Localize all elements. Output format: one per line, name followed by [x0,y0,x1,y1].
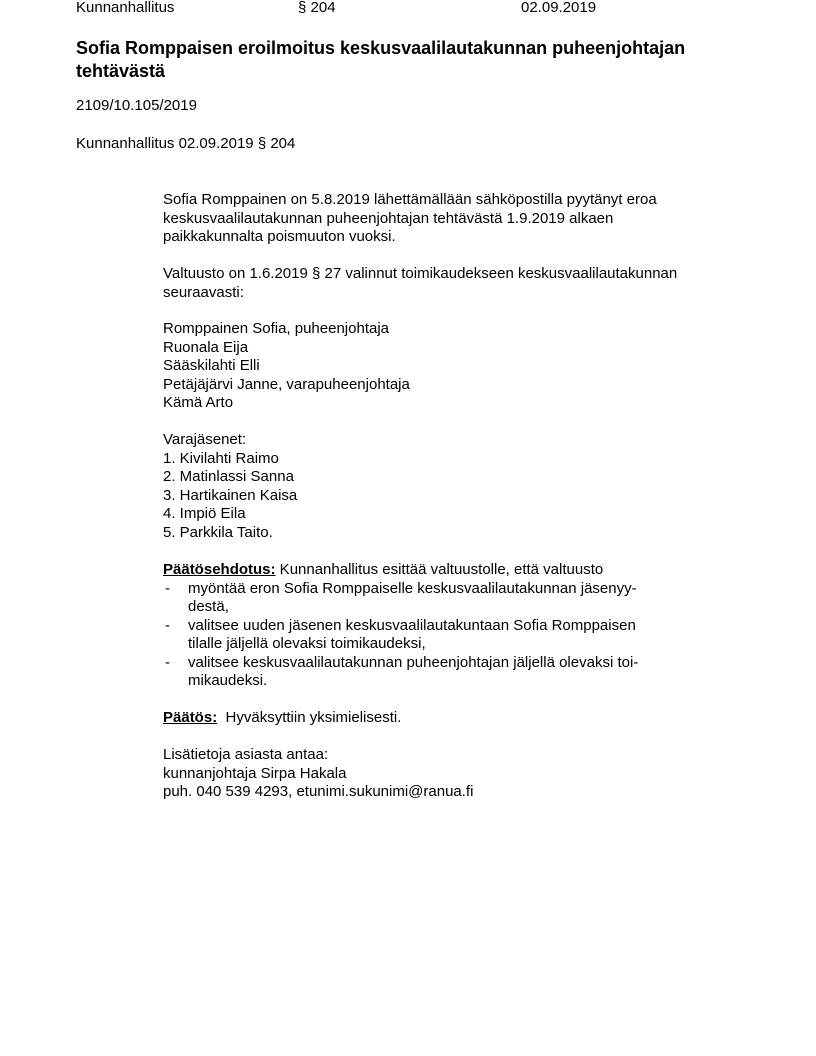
proposal-item [163,654,638,691]
text-line: tilalle jäljellä olevaksi toimikaudeksi, [188,635,426,652]
text-line: Sofia Romppainen on 5.8.2019 lähettämällään sähköpostilla pyytänyt eroa [163,191,657,208]
header-date: 02.09.2019 [521,0,597,16]
dash-bullet: - [165,579,170,597]
proposal-label: Päätösehdotus: [163,561,276,578]
list-item: 1. Kivilahti Raimo [163,449,279,467]
text-line: keskusvaalilautakunnan puheenjohtajan tehtävästä 1.9.2019 alkaen [163,209,614,227]
text-line: Valtuusto on 1.6.2019 § 27 valinnut toimikaudekseen keskusvaalilautakunnan [163,265,678,282]
contact-info [163,746,473,802]
text-line: seuraavasti: [163,283,244,301]
text-line: mikaudeksi. [188,672,268,689]
list-item: Kämä Arto [163,394,234,411]
proposal-item [163,617,638,654]
dash-bullet: - [165,653,170,671]
list-item: Sääskilahti Elli [163,357,260,374]
text-line: destä, [188,598,229,615]
proposal-item [163,580,638,617]
decision-label: Päätös: [163,709,218,726]
text-line: kunnanjohtaja Sirpa Hakala [163,764,347,782]
meeting-reference: Kunnanhallitus 02.09.2019 § 204 [76,135,296,152]
list-item: 5. Parkkila Taito. [163,523,273,541]
paragraph-election [163,265,677,302]
header-body: Kunnanhallitus [76,0,175,16]
text-line: Lisätietoja asiasta antaa: [163,746,329,763]
decision-text: Hyväksyttiin yksimielisesti. [217,709,402,726]
text-line: paikkakunnalta poismuuton vuoksi. [163,228,396,245]
dash-bullet: - [165,616,170,634]
text-line: puh. 040 539 4293, etunimi.sukunimi@ranua.fi [163,783,474,800]
deputies-list [163,431,297,542]
list-item: Romppainen Sofia, puheenjohtaja [163,320,390,337]
list-item: Petäjäjärvi Janne, varapuheenjohtaja [163,375,410,393]
text-line: valitsee uuden jäsenen keskusvaalilautakuntaan Sofia Romppaisen [188,616,636,634]
page-title [76,37,685,83]
text-line: myöntää eron Sofia Romppaiselle keskusvaalilautakunnan jäsenyy- [188,579,637,597]
title-line: tehtävästä [76,61,166,81]
proposal-text: Kunnanhallitus esittää valtuustolle, että valtuusto [275,561,604,578]
header-section: § 204 [298,0,336,16]
list-item: 3. Hartikainen Kaisa [163,486,298,504]
decision [163,709,401,728]
title-line: Sofia Romppaisen eroilmoitus keskusvaalilautakunnan puheenjohtajan [76,38,686,58]
members-list [163,320,410,413]
proposal-section [163,561,638,691]
list-item: 4. Impiö Eila [163,505,246,522]
deputies-label: Varajäsenet: [163,431,247,448]
paragraph-resignation [163,191,657,247]
text-line: valitsee keskusvaalilautakunnan puheenjohtajan jäljellä olevaksi toi- [188,653,639,671]
diary-number: 2109/10.105/2019 [76,97,197,114]
list-item: 2. Matinlassi Sanna [163,468,294,485]
list-item: Ruonala Eija [163,338,249,356]
